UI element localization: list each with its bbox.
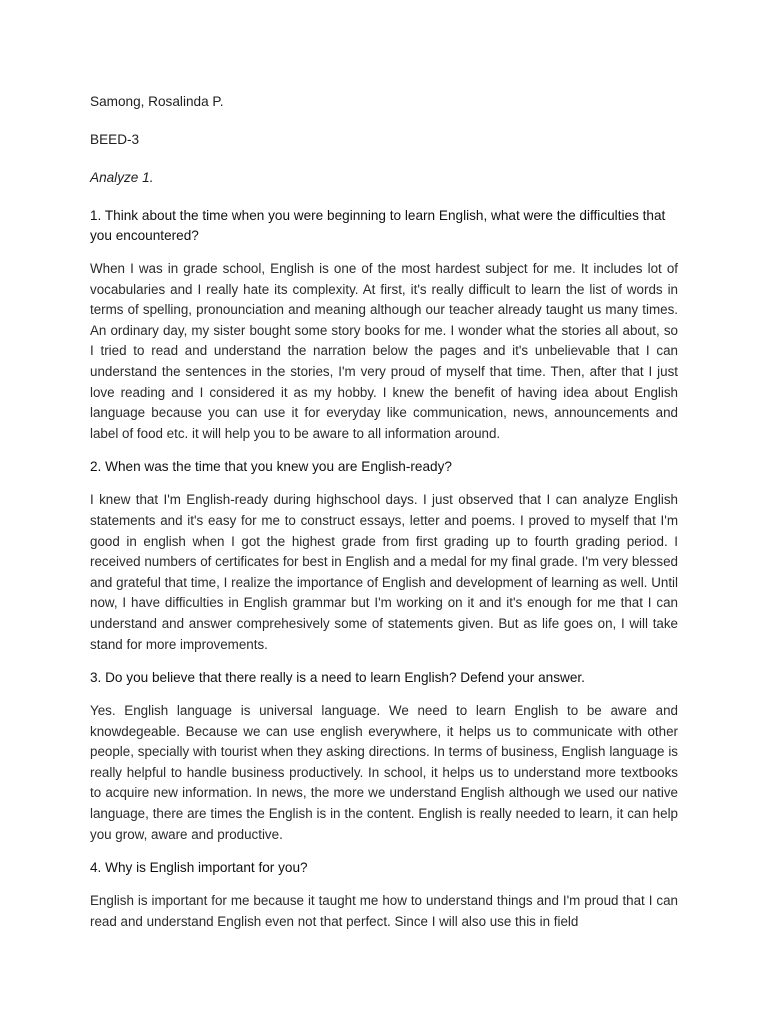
answer-1: When I was in grade school, English is one of the most hardest subject for me. It includes lot of vocabularies and I really hate its complexity. At first, it's really difficult to learn the list of words in terms of spelling, pronounciation and meaning although our teacher already taught us many times. An ordinary day, my sister bought some story books for me. I wonder what the stories all about, so I tried to read and understand the narration below the pages and it's unbelievable that I can understand the sentences in the stories, I'm very proud of myself that time. Then, after that I just love reading and I considered it as my hobby. I knew the benefit of having idea about English language because you can use it for everyday like communication, news, announcements and label of food etc. it will help you to be aware to all information around.	[90, 261, 678, 441]
question-1: 1. Think about the time when you were beginning to learn English, what were the difficulties that you encountered?	[90, 208, 666, 243]
answer-2: I knew that I'm English-ready during highschool days. I just observed that I can analyze English statements and it's easy for me to construct essays, letter and poems. I proved to myself that I'm good in english when I got the highest grade from first grading up to fourth grading period. I received numbers of certificates for best in English and a medal for my final grade. I'm very blessed and grateful that time, I realize the importance of English and development of learning as well. Until now, I have difficulties in English grammar but I'm working on it and it's enough for me that I can understand and answer comprehesively some of statements given. But as life goes on, I will take stand for more improvements.	[90, 492, 678, 652]
answer-3: Yes. English language is universal language. We need to learn English to be aware and knowdegeable. Because we can use english everywhere, it helps us to communicate with other people, specially with tourist when they asking directions. In terms of business, English language is really helpful to handle business productively. In school, it helps us to understand more textbooks to acquire new information. In news, the more we understand English although we used our native language, there are times the English is in the content. English is really needed to learn, it can help you grow, aware and productive.	[90, 703, 678, 842]
question-3: 3. Do you believe that there really is a need to learn English? Defend your answer.	[90, 670, 585, 686]
question-block-2	[90, 457, 678, 655]
answer-4: English is important for me because it taught me how to understand things and I'm proud that I can read and understand English even not that perfect. Since I will also use this in field	[90, 893, 678, 929]
question-4: 4. Why is English important for you?	[90, 860, 308, 876]
question-2: 2. When was the time that you knew you are English-ready?	[90, 459, 452, 475]
course-label: BEED-3	[90, 132, 140, 147]
student-name: Samong, Rosalinda P.	[90, 94, 224, 109]
document-title: Analyze 1.	[90, 170, 154, 185]
question-block-4	[90, 858, 678, 932]
question-block-1	[90, 206, 678, 444]
question-block-3	[90, 668, 678, 845]
